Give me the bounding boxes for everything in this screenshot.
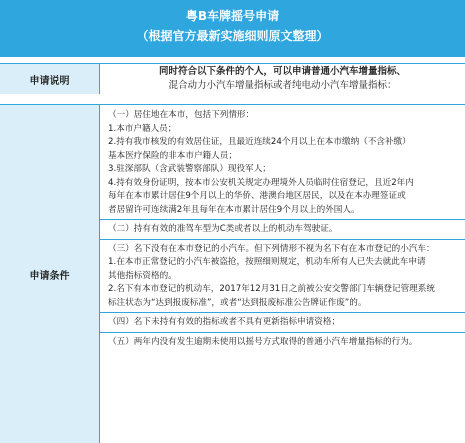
sec1-line: 4.持有效身份证明，按本市公安机关规定办理境外人员临时住宿登记，且近2年内 [108, 177, 414, 188]
divider [100, 219, 465, 220]
sec1-line: 每年在本市累计居住9个月以上的华侨、港澳台地区居民，以及在本办理签证或 [108, 191, 406, 201]
sec5-line: （五）两年内没有发生逾期未使用以摇号方式取得的普通小汽车增量指标的行为。 [108, 336, 418, 347]
conditions-content [108, 109, 461, 349]
sec3-line: 标注状态为“达到报废标准”，或者“达到报废标准公告牌证作废”的。 [108, 297, 367, 308]
spacer [0, 94, 465, 104]
explain-line-1: 同时符合以下条件的个人，可以申请普通小汽车增量指标、 [158, 66, 406, 77]
sec1-line: 3.驻深部队（含武装警察部队）现役军人； [108, 164, 271, 174]
sec1-line: 2.持有我市核发的有效居住证，且最近连续24个月以上在本市缴纳（不含补缴） [108, 137, 411, 147]
divider [100, 312, 465, 313]
sec3-line: 2.名下有本市登记的机动车，2017年12月31日之前被公安交警部门车辆登记管理系统 [108, 284, 435, 294]
title-banner [0, 0, 465, 57]
explain-line-2: 混合动力小汽车增量指标或者纯电动小汽车增量指标： [168, 80, 397, 91]
sec2-line: （二）持有有效的准驾车型为C类或者以上的机动车驾驶证。 [108, 224, 338, 234]
conditions-row [0, 104, 465, 443]
sec3-line: （三）名下没有在本市登记的小汽车。但下列情形不视为名下有在本市登记的小汽车： [108, 243, 435, 254]
conditions-label: 申请条件 [0, 105, 100, 443]
sec1-line: 者居留许可连续满2年且每年在本市累计居住9个月以上的外国人。 [108, 204, 360, 215]
sec1-line: 基本医疗保险的非本市户籍人员； [108, 150, 237, 161]
explain-label: 申请说明 [0, 64, 100, 94]
sec1-line: 1.本市户籍人员； [108, 123, 177, 134]
explain-row [0, 63, 465, 95]
sec3-line: 其他指标资格的。 [108, 270, 177, 281]
sec4-line: （四）名下未持有有效的指标或者不具有更新指标申请资格； [108, 317, 341, 327]
divider [100, 239, 465, 240]
divider [100, 332, 465, 333]
page-subtitle: （根据官方最新实施细则原文整理） [136, 29, 329, 43]
sec1-line: （一）居住地在本市，包括下列情形： [108, 110, 255, 120]
page-title: 粤B车牌摇号申请 [185, 9, 280, 23]
sec3-line: 1.在本市正常登记的小汽车被盗抢，按照细则规定，机动车所有人已失去就此车申请 [108, 257, 426, 267]
explain-content [100, 64, 465, 94]
